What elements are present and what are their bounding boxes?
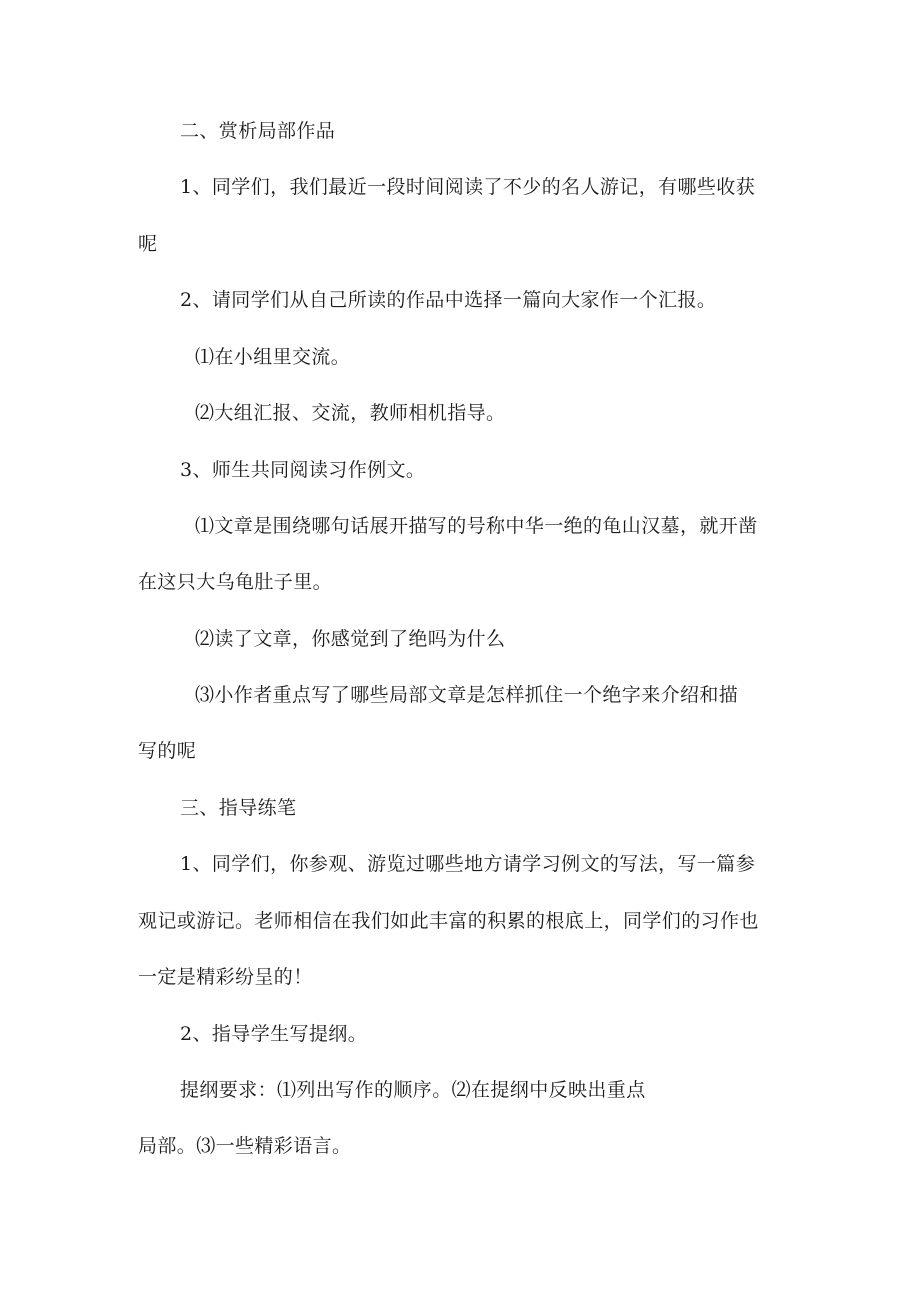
section-heading-appreciate: 二、赏析局部作品 — [180, 120, 336, 142]
sub-item-line: ⑴在小组里交流。 — [195, 346, 351, 368]
paragraph-line: 写的呢 — [138, 740, 197, 762]
paragraph-line: 1、同学们，我们最近一段时间阅读了不少的名人游记，有哪些收获 — [180, 176, 756, 198]
section-heading-guide-writing: 三、指导练笔 — [180, 797, 297, 819]
paragraph-line: 一定是精彩纷呈的！ — [138, 966, 313, 988]
sub-item-line: ⑶小作者重点写了哪些局部文章是怎样抓住一个绝字来介绍和描 — [195, 684, 739, 706]
sub-item-line: ⑵大组汇报、交流，教师相机指导。 — [195, 402, 506, 424]
sub-item-line: ⑴文章是围绕哪句话展开描写的号称中华一绝的龟山汉墓，就开凿 — [195, 515, 758, 537]
paragraph-line: 2、请同学们从自己所读的作品中选择一篇向大家作一个汇报。 — [180, 289, 717, 311]
paragraph-line: 1、同学们，你参观、游览过哪些地方请学习例文的写法，写一篇参 — [180, 853, 756, 875]
paragraph-line: 局部。⑶一些精彩语言。 — [138, 1135, 352, 1157]
paragraph-line: 2、指导学生写提纲。 — [180, 1023, 368, 1045]
paragraph-line: 3、师生共同阅读习作例文。 — [180, 459, 426, 481]
paragraph-line: 呢 — [138, 233, 158, 255]
paragraph-line: 在这只大乌龟肚子里。 — [138, 571, 333, 593]
sub-item-line: ⑵读了文章，你感觉到了绝吗为什么 — [195, 628, 506, 650]
paragraph-line: 观记或游记。老师相信在我们如此丰富的积累的根底上，同学们的习作也 — [138, 910, 759, 932]
paragraph-line: 提纲要求：⑴列出写作的顺序。⑵在提纲中反映出重点 — [180, 1079, 646, 1101]
